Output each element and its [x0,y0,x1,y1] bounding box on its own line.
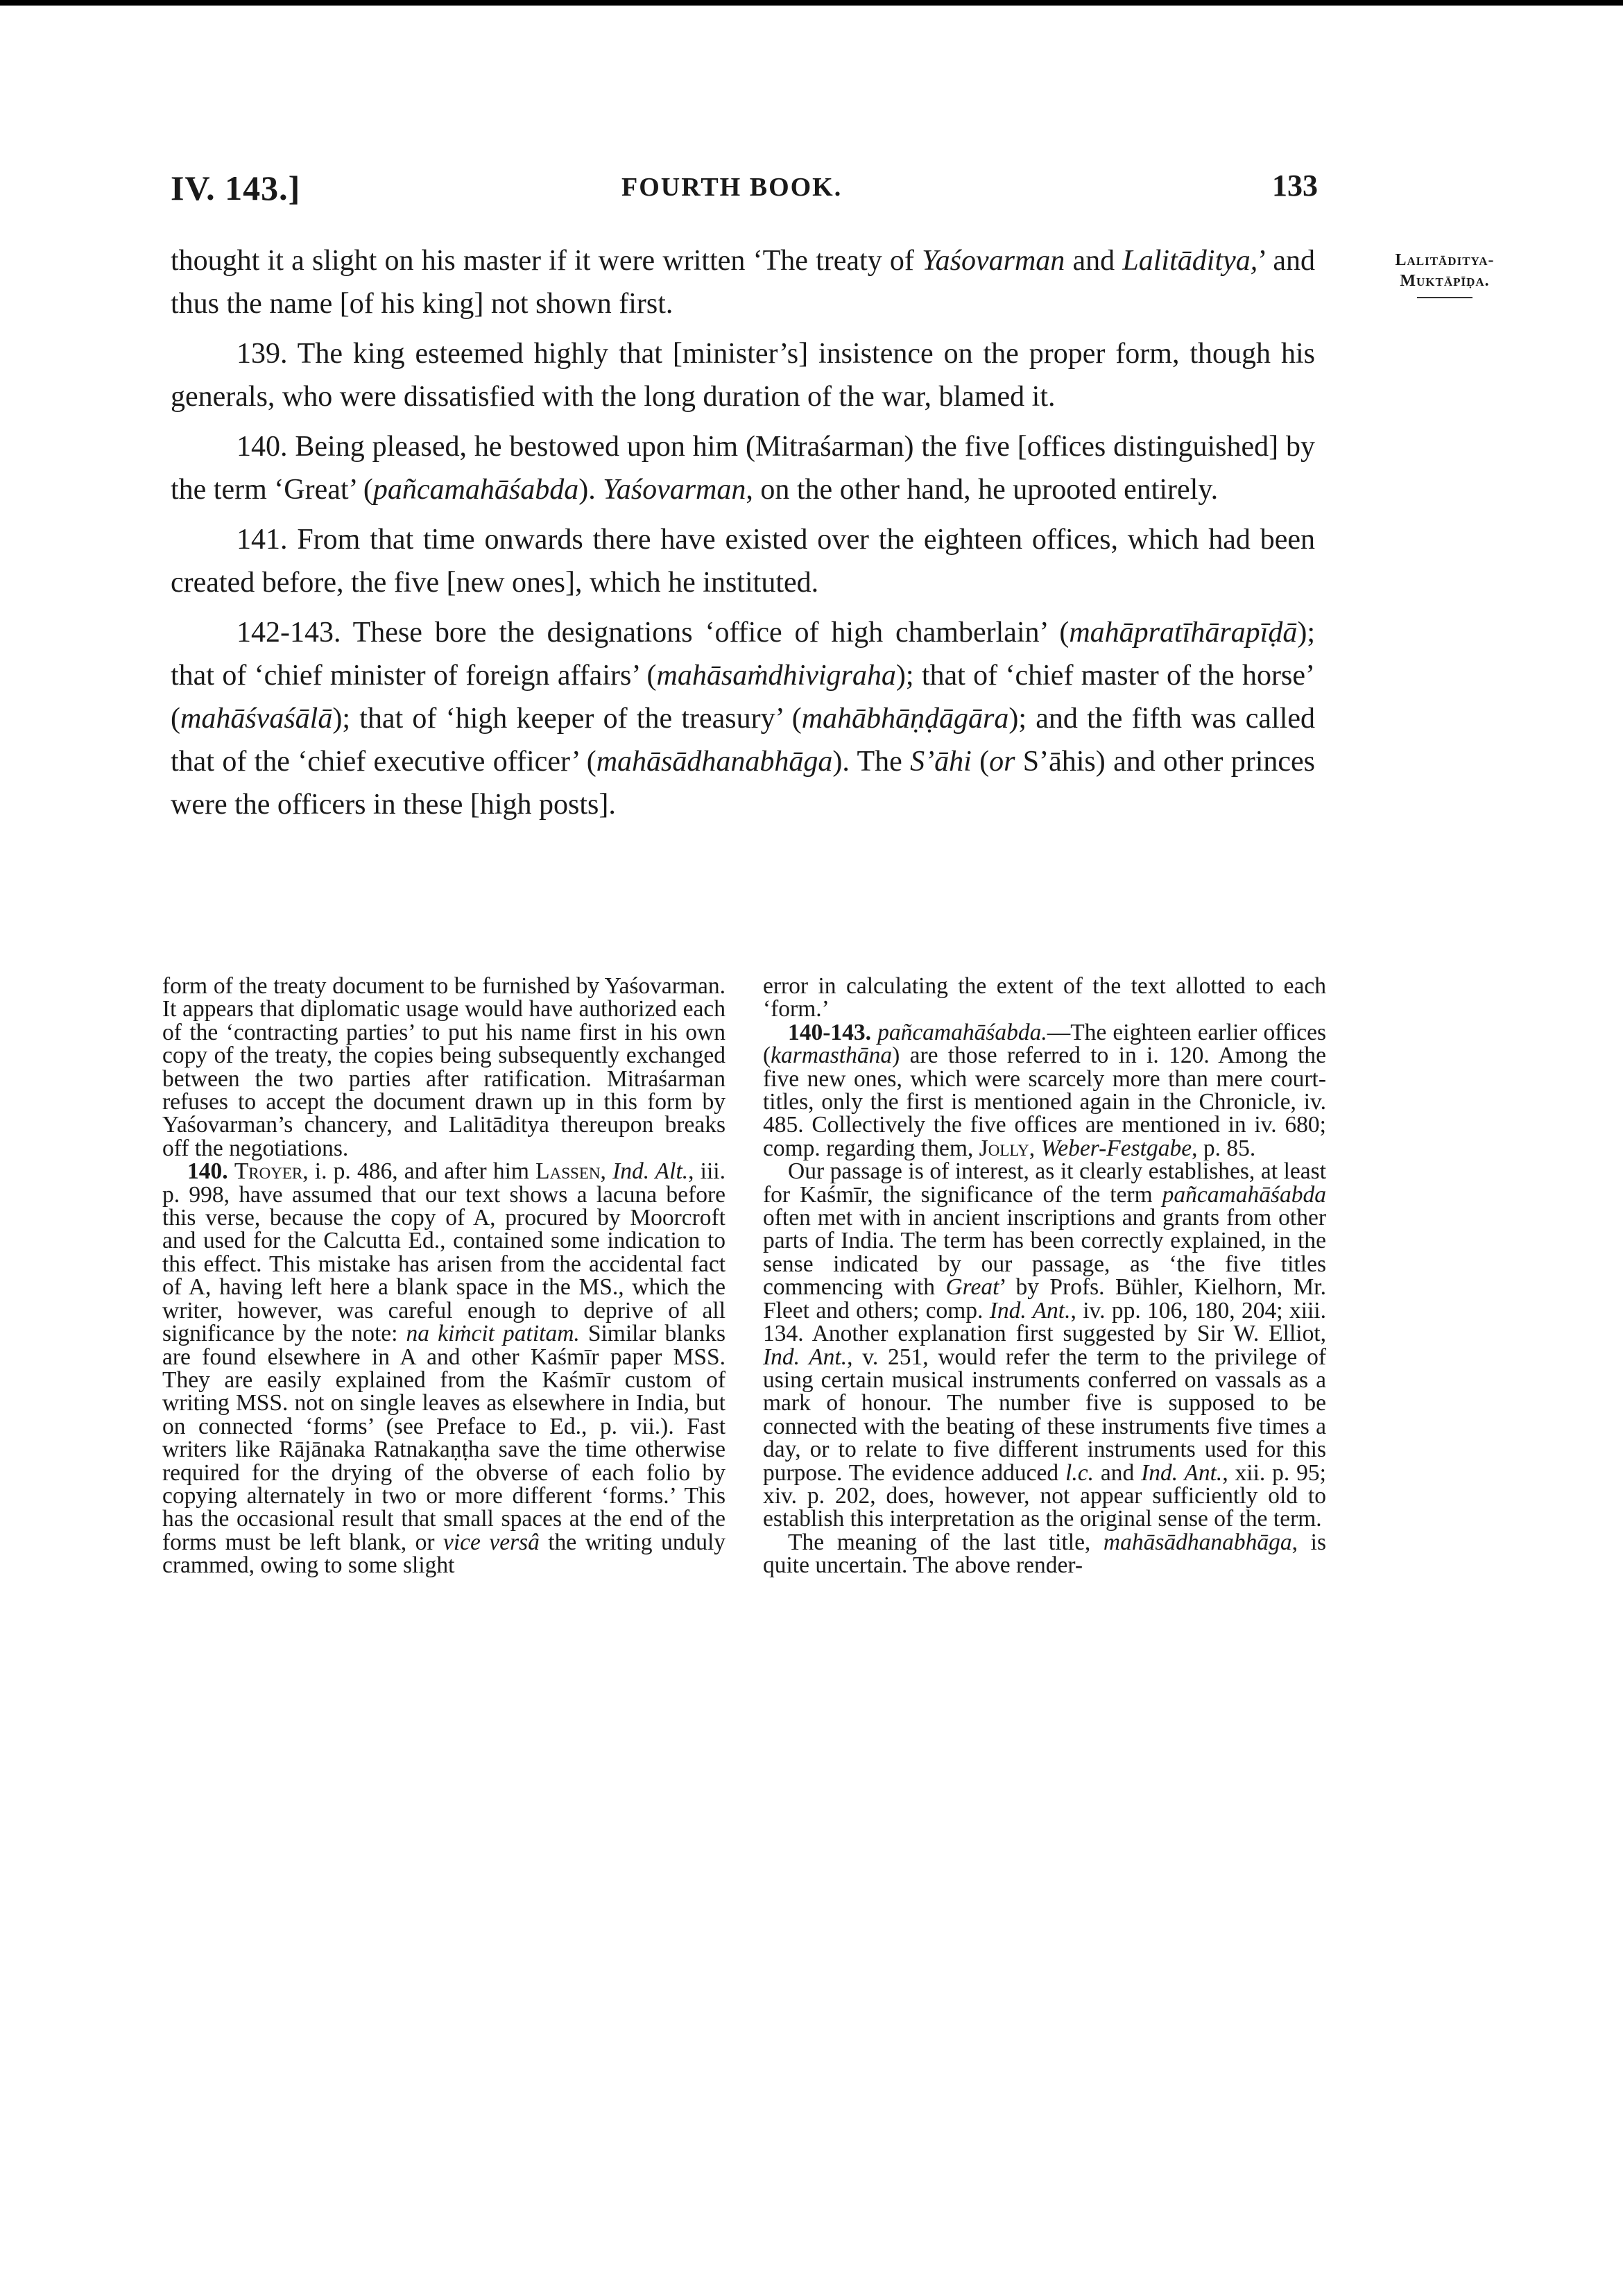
verse-number: 142-143. [237,617,341,649]
italic-term: pañcamahāśabda [372,474,579,506]
text-run: , [600,1158,613,1185]
text-run: ); and the fifth was called that of the ‘chief executive officer’ ( [171,703,1316,778]
text-run: ); that of ‘high keeper of the treasury’ ( [332,703,802,735]
note-140-143 [763,1021,1326,1160]
margin-heading [1372,250,1518,298]
italic-term: Ind. Alt. [612,1158,689,1185]
author-name: Lassen [535,1158,601,1185]
text-run [228,1158,234,1184]
margin-heading-line2: Muktāpīḍa. [1400,272,1490,290]
text-run: The meaning of the last title, [788,1529,1104,1555]
text-run: , on the other hand, he uprooted entirely. [746,474,1219,506]
text-run: ); that of ‘chief minister of foreign affairs’ ( [171,617,1315,692]
text-run: ’ by Profs. Bühler, Kielhorn, Mr. Fleet and others; comp. [763,1274,1326,1323]
text-run: ( [971,746,990,778]
text-run: , is quite uncertain. The above render- [763,1529,1326,1579]
italic-term: pañcamahāśabda. [877,1019,1047,1045]
italic-term: Yaśovarman [603,474,746,506]
margin-heading-line1: Lalitāditya- [1395,251,1495,269]
notes-column-right [763,975,1326,1577]
italic-term: Lalitāditya, [1122,245,1258,277]
text-run: often met with in ancient inscriptions and grants from other parts of India. The term has been correctly explained, in the sense indicated by our passage, as ‘the five titles commencing with [763,1205,1326,1301]
text-run: ’ and thus the name [of his king] not shown first. [171,245,1315,320]
note-paragraph [763,1531,1326,1577]
note-continued: error in calculating the extent of the text allotted to each ‘form.’ [763,973,1326,1022]
continued-paragraph [171,239,1315,325]
italic-term: mahāsaṁdhivigraha [656,660,896,692]
verse-140 [171,425,1315,511]
verse-142-143 [171,611,1315,826]
verse-141 [171,518,1315,604]
text-run: , v. 251, would refer the term to the privilege of using certain musical instruments conferred on vassals as a mark of honour. The number five is supposed to be connected with the beating of these instruments five times a day, or to relate to five different instruments used for this purpose. The evidence adduced [763,1344,1326,1486]
top-border [0,0,1623,6]
running-head-title: FOURTH BOOK. [621,173,843,202]
text-run: and [1093,1459,1142,1486]
margin-rule [1417,297,1472,298]
text-run: The king esteemed highly that [minister’s] insistence on the proper form, though his generals, who were dissatisfied with the long duration of the war, blamed it. [171,338,1315,413]
text-run: ). [578,474,603,506]
italic-term: na kiṁcit patitam. [406,1321,580,1347]
notes-column-left [162,975,725,1577]
text-run: , iii. p. 998, have assumed that our text shows a lacuna before this verse, because the copy of A, procured by Moorcroft and used for the Calcutta Ed., contained some indication to this effect. This mistake has arisen from the accidental fact of A, having left here a blank space in the MS., which the writer, however, was careful enough to deprive of all significance by the note: [162,1158,725,1347]
page-header [164,168,1318,216]
text-run: , p. 85. [1192,1135,1256,1161]
text-run: Being pleased, he bestowed upon him (Mitraśarman) the five [offices distinguished] by the term ‘Great’ ( [171,431,1315,506]
text-run [871,1020,877,1045]
text-run: , iv. pp. 106, 180, 204; xiii. 134. Another explanation first suggested by Sir W. Elliot, [763,1297,1326,1347]
italic-term: mahāsādhanabhāga [1103,1529,1292,1555]
note-140 [162,1160,725,1577]
page-number: 133 [1272,169,1318,203]
verse-number: 139. [237,338,288,370]
italic-term: mahāpratīhārapīḍā [1069,617,1298,649]
italic-term: vice versâ [443,1529,540,1555]
italic-term: mahāsādhanabhāga [596,746,833,778]
note-number: 140-143. [788,1019,872,1045]
text-run: These bore the designations ‘office of high chamberlain’ ( [341,617,1070,649]
italic-term: mahāśvaśālā [180,703,333,735]
text-run: ). The [832,746,911,778]
running-head-left: IV. 143.] [171,169,301,207]
verse-139 [171,332,1315,418]
text-run: and [1065,245,1123,277]
text-run: From that time onwards there have existed over the eighteen offices, which had been created before, the five [new ones], which he instituted. [171,524,1315,599]
text-run: Our passage is of interest, as it clearly establishes, at least for Kaśmīr, the significance of the term [763,1158,1326,1208]
italic-term: mahābhāṇḍāgāra [801,703,1009,735]
italic-term: l.c. [1065,1459,1094,1486]
note-continued: form of the treaty document to be furnished by Yaśovarman. It appears that diplomatic usage would have authorized each of the ‘contracting parties’ to put his name first in his own copy of the treaty, the copies being subsequently exchanged between the two parties after ratification. Mitraśarman refuses to accept the document drawn up in this form by Yaśovarman’s chancery, and Lalitāditya thereupon breaks off the negotiations. [162,973,725,1161]
text-run: , [1029,1135,1041,1161]
note-number: 140. [187,1158,228,1185]
verse-number: 141. [237,524,288,556]
text-run: S’āhis) and other princes were the officers in these [high posts]. [171,746,1315,821]
italic-term: S’āhi [910,746,972,778]
author-name: Troyer [234,1158,303,1185]
italic-term: karmasthāna [771,1043,893,1069]
verse-number: 140. [237,431,288,463]
translation-text [171,239,1315,833]
italic-term: Weber-Festgabe [1040,1135,1192,1161]
text-run: the writing unduly crammed, owing to some slight [162,1529,726,1579]
italic-term: or [989,746,1015,778]
italic-term: Yaśovarman [922,245,1065,277]
italic-term: Ind. Ant. [763,1344,848,1370]
text-run: thought it a slight on his master if it were written ‘The treaty of [171,245,922,277]
italic-term: Ind. Ant. [989,1297,1071,1323]
text-run: , xii. p. 95; xiv. p. 202, does, however, not appear sufficiently old to establish this interpretation as the original sense of the term. [763,1459,1326,1532]
text-run: ); that of ‘chief master of the horse’ ( [171,660,1315,735]
text-run: Similar blanks are found elsewhere in A and other Kaśmīr paper MSS. They are easily explained from the Kaśmīr custom of writing MSS. not on single leaves as elsewhere in India, but on connected ‘forms’ (see Preface to Ed., p. vii.). Fast writers like Rājānaka Ratnakaṇṭha save the time otherwise required for the drying of the obverse of each folio by copying alternately in two or more different ‘forms.’ This has the occasional result that small spaces at the end of the forms must be left blank, or [162,1321,725,1555]
note-paragraph [763,1160,1326,1531]
italic-term: pañcamahāśabda [1162,1181,1326,1208]
text-run: —The eighteen earlier offices ( [763,1019,1327,1069]
italic-term: Great [945,1274,999,1301]
italic-term: Ind. Ant. [1141,1459,1223,1486]
author-name: Jolly [979,1135,1029,1161]
text-run: ) are those referred to in i. 120. Among the five new ones, which were scarcely more than mere court-titles, only the first is mentioned again in the Chronicle, iv. 485. Collectively the five offices are mentioned in iv. 680; comp. regarding them, [763,1043,1326,1161]
text-run: , i. p. 486, and after him [302,1158,536,1185]
